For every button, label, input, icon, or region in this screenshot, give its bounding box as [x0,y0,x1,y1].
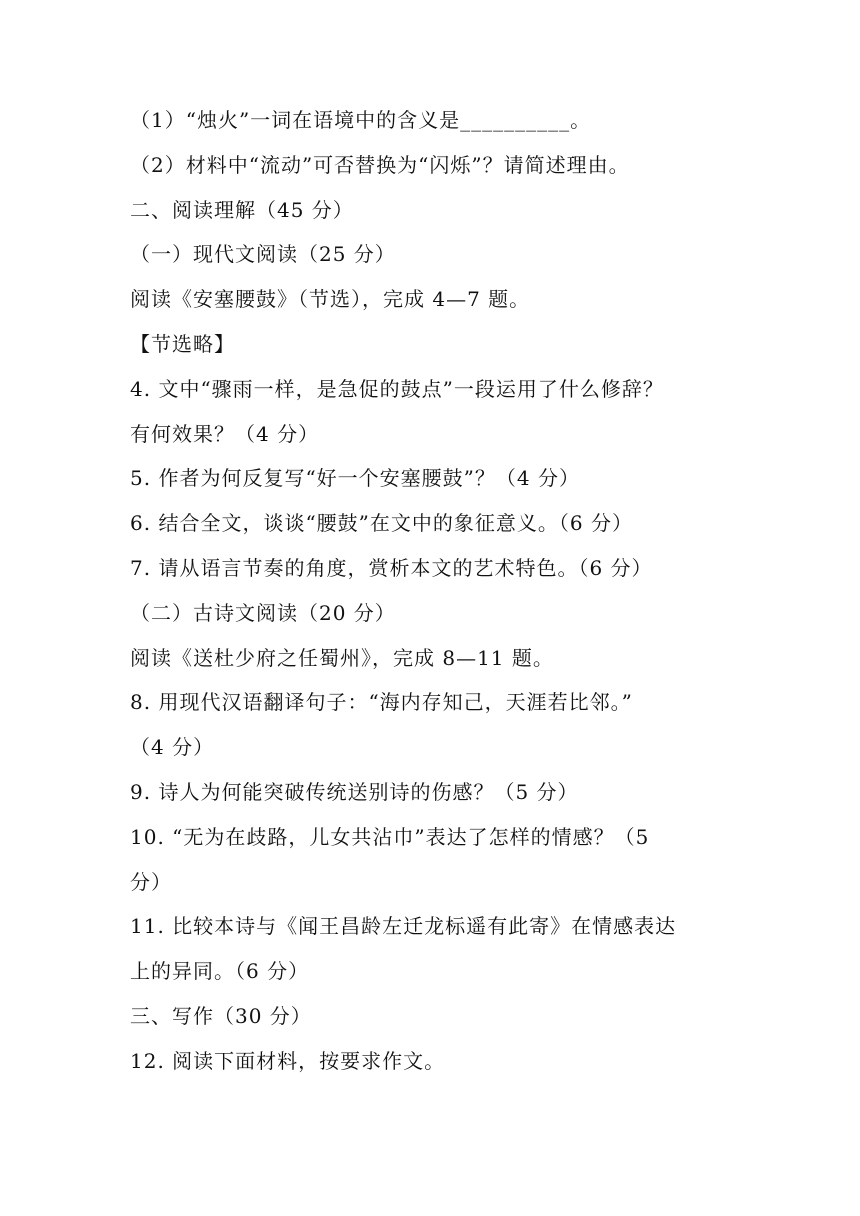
section-heading-writing: 三、写作（30 分） [130,1003,312,1028]
question-1-1: （1）“烛火”一词在语境中的含义是__________。 [130,108,592,132]
question-8-line-2: （4 分） [130,735,215,760]
question-12: 12. 阅读下面材料，按要求作文。 [130,1048,446,1073]
question-9: 9. 诗人为何能突破传统送别诗的伤感？（5 分） [130,779,579,804]
document-body [130,98,736,1084]
question-5: 5. 作者为何反复写“好一个安塞腰鼓”？（4 分） [130,466,580,491]
question-10-line-1: 10. “无为在歧路，儿女共沾巾”表达了怎样的情感？（5 [130,824,650,849]
question-11-line-1: 11. 比较本诗与《闻王昌龄左迁龙标遥有此寄》在情感表达 [130,914,677,939]
subsection-heading-modern-text: （一）现代文阅读（25 分） [130,242,396,267]
question-10-line-2: 分） [130,869,172,894]
question-6: 6. 结合全文，谈谈“腰鼓”在文中的象征意义。（6 分） [130,511,633,536]
reading-instruction-1: 阅读《安塞腰鼓》（节选），完成 4—7 题。 [130,287,531,312]
question-7: 7. 请从语言节奏的角度，赏析本文的艺术特色。（6 分） [130,555,653,580]
excerpt-omitted-note: 【节选略】 [130,331,235,356]
reading-instruction-2: 阅读《送杜少府之任蜀州》，完成 8—11 题。 [130,645,554,670]
question-1-2: （2）材料中“流动”可否替换为“闪烁”？请简述理由。 [130,152,630,177]
question-11-line-2: 上的异同。（6 分） [130,959,310,984]
question-8-line-1: 8. 用现代汉语翻译句子：“海内存知己，天涯若比邻。” [130,690,633,715]
subsection-heading-classical-poetry: （二）古诗文阅读（20 分） [130,600,396,625]
question-4-line-1: 4. 文中“骤雨一样，是急促的鼓点”一段运用了什么修辞？ [130,376,664,401]
section-heading-reading: 二、阅读理解（45 分） [130,197,354,222]
question-4-line-2: 有何效果？（4 分） [130,421,320,446]
